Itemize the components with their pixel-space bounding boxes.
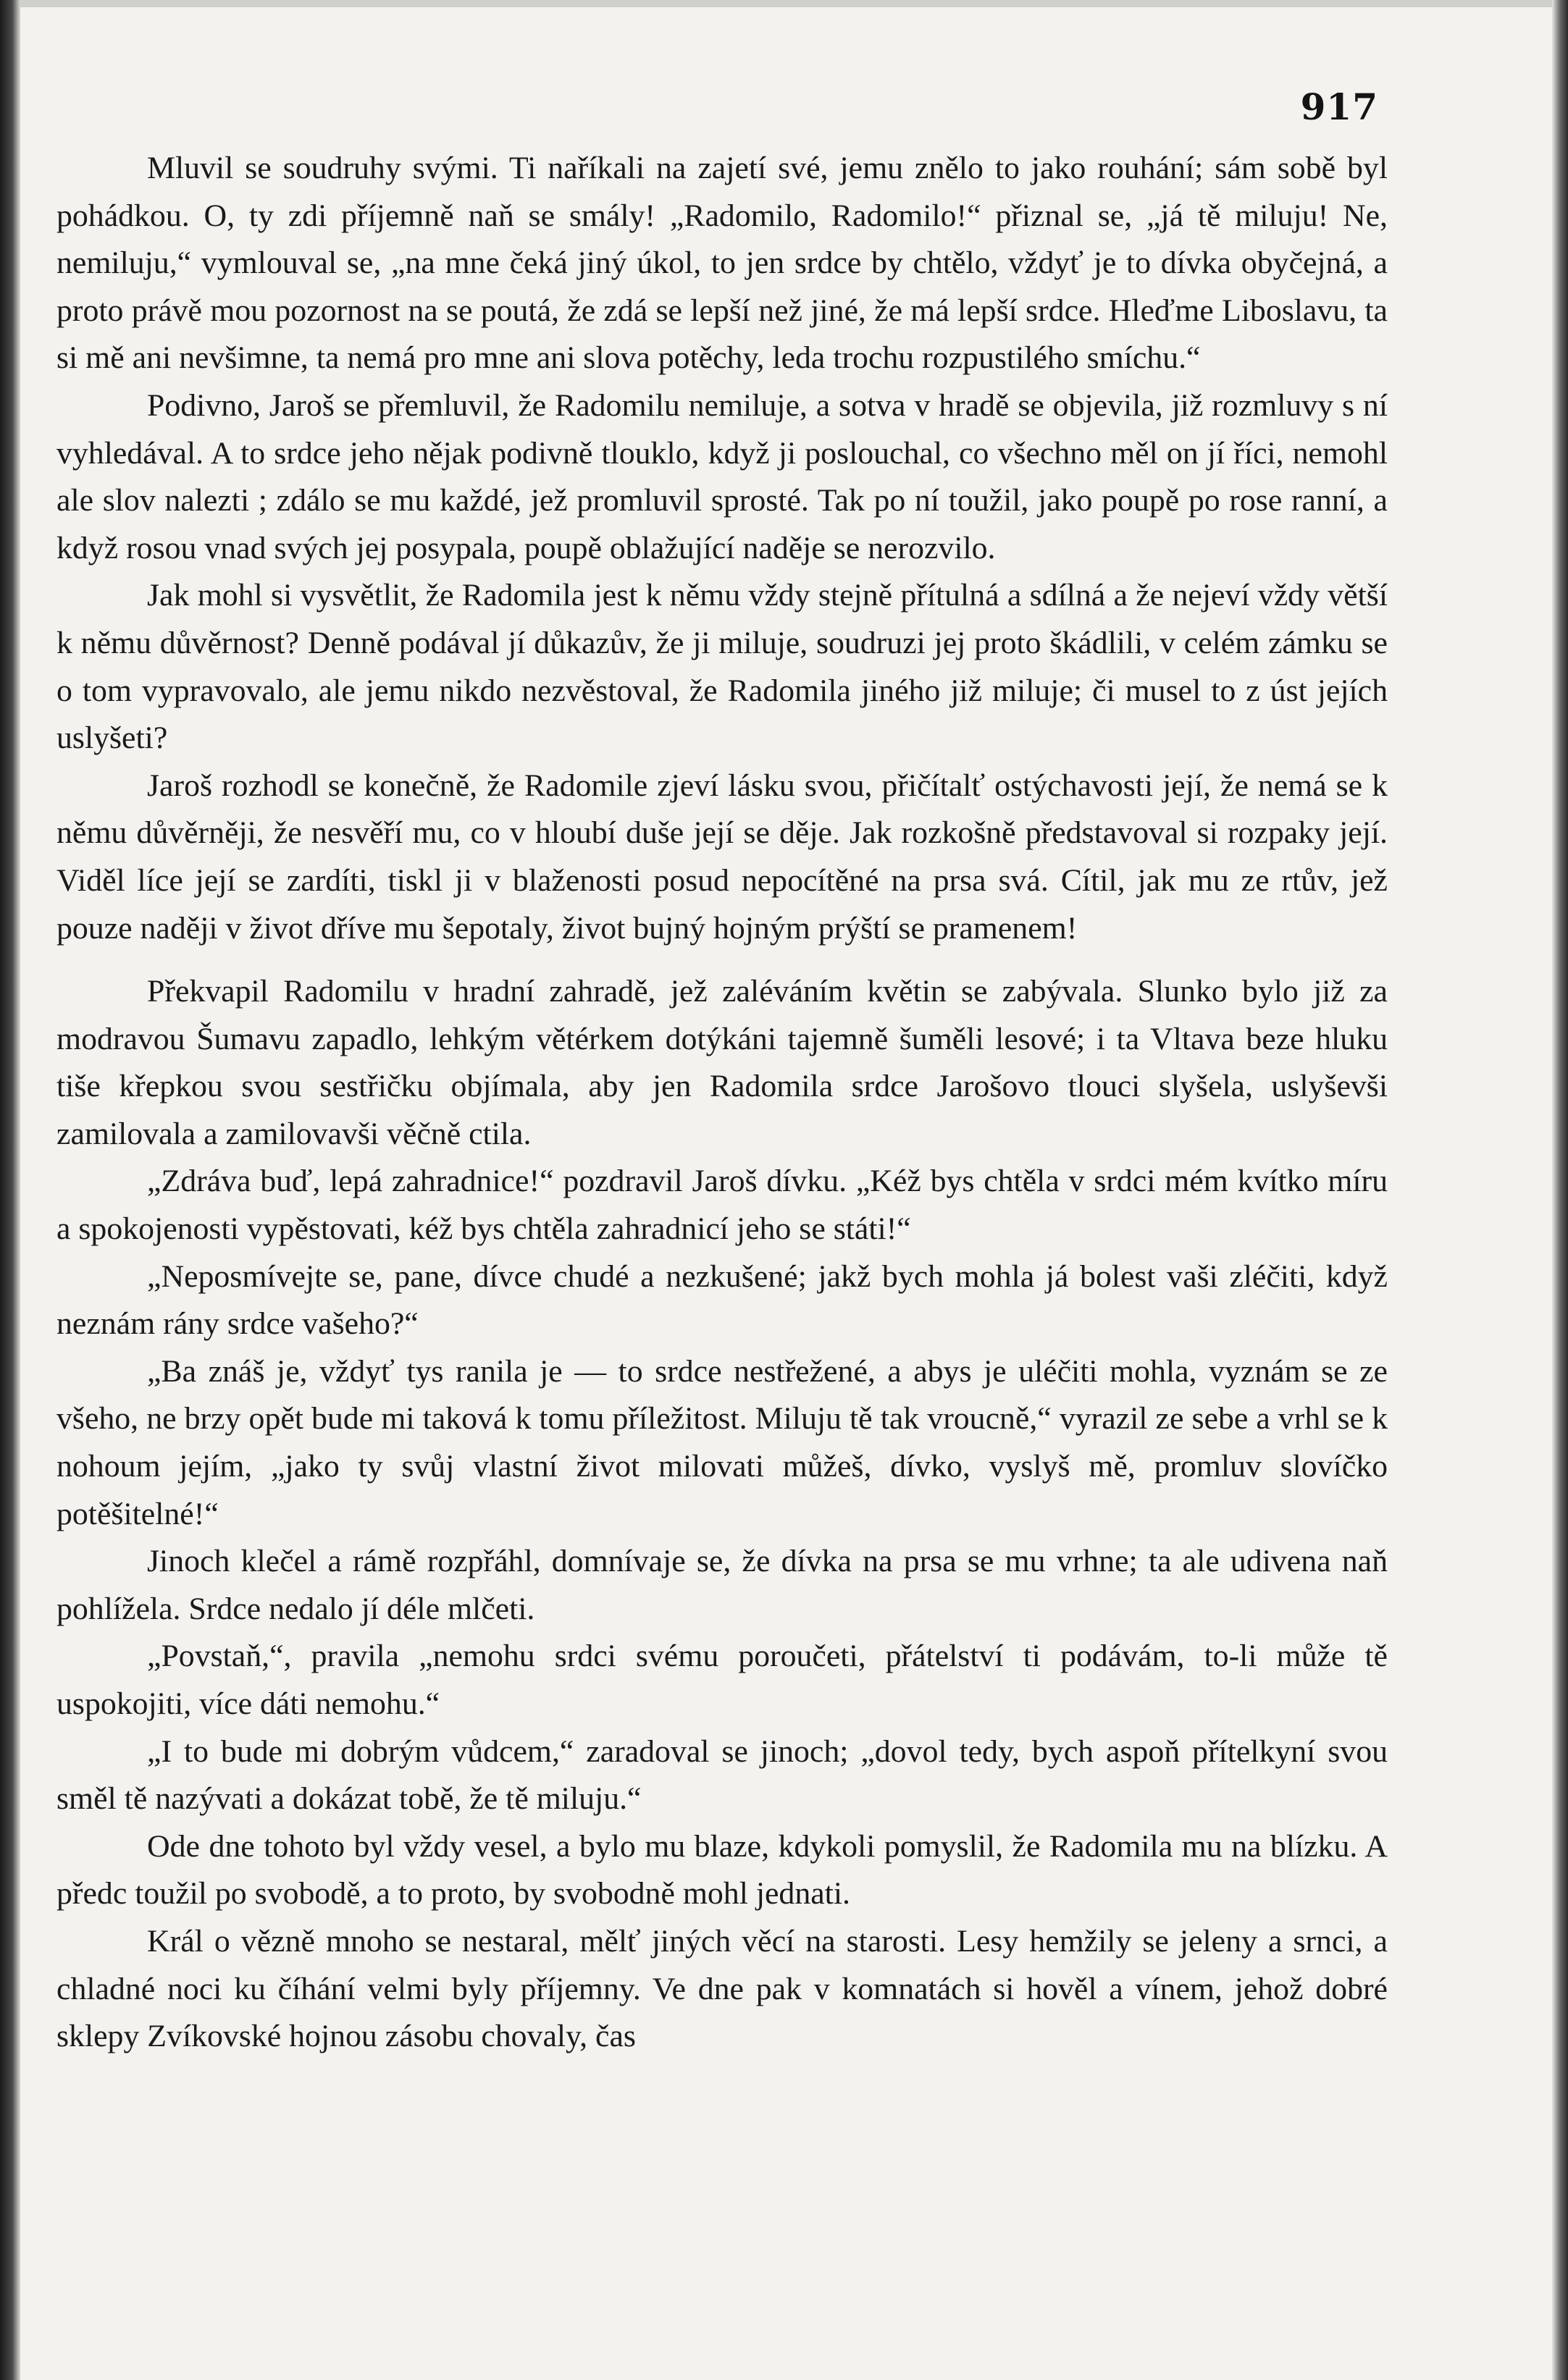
paragraph-8: „Ba znáš je, vždyť tys ranila je — to srdce nestřežené, a abys je uléčiti mohla, vyznám se ze všeho, ne brzy opět bude mi taková k tomu příležitost. Miluju tě tak vroucně,“ vyrazil ze sebe a vrhl se k nohoum jejím, „jako ty svůj vlastní život milovati můžeš, dívko, vyslyš mě, promluv slovíčko potěšitelné!“	[56, 1353, 1388, 1531]
paragraph-13: Král o vězně mnoho se nestaral, mělť jiných věcí na starosti. Lesy hemžily se jeleny a srnci, a chladné noci ku číhání velmi byly příjemny. Ve dne pak v komnatách si hověl a vínem, jehož dobré sklepy Zvíkovské hojnou zásobu chovaly, čas	[56, 1923, 1388, 2054]
paragraph-10: „Povstaň,“, pravila „nemohu srdci svému poroučeti, přátelství ti podávám, to-li může tě uspokojiti, více dáti nemohu.“	[56, 1639, 1388, 1721]
scan-left-border	[0, 0, 20, 2380]
page-number: 917	[1300, 85, 1378, 128]
paragraph-1: Mluvil se soudruhy svými. Ti naříkali na zajetí své, jemu znělo to jako rouhání; sám sobě byl pohádkou. O, ty zdi příjemně naň se smály! „Radomilo, Radomilo!“ přiznal se, „já tě miluju! Ne, nemiluju,“ vymlouval se, „na mne čeká jiný úkol, to jen srdce by chtělo, vždyť je to dívka obyčejná, a proto právě mou pozornost na se poutá, že zdá se lepší než jiné, že má lepší srdce. Hleďme Liboslavu, ta si mě ani nevšimne, ta nemá pro mne ani slova potěchy, leda trochu rozpustilého smíchu.“	[56, 151, 1388, 376]
paragraph-7: „Neposmívejte se, pane, dívce chudé a nezkušené; jakž bych mohla já bolest vaši zléčiti, když neznám rány srdce vašeho?“	[56, 1258, 1388, 1342]
paragraph-9: Jinoch klečel a rámě rozpřáhl, domnívaje se, že dívka na prsa se mu vrhne; ta ale udivena naň pohlížela. Srdce nedalo jí déle mlčeti.	[56, 1544, 1388, 1626]
paragraph-2: Podivno, Jaroš se přemluvil, že Radomilu nemiluje, a sotva v hradě se objevila, již rozmluvy s ní vyhledával. A to srdce jeho nějak podivně tlouklo, když ji poslouchal, co všechno měl on jí říci, nemohl ale slov nalezti ; zdálo se mu každé, jež promluvil sprosté. Tak po ní toužil, jako poupě po rose ranní, a když rosou vnad svých jej posypala, poupě oblažující naděje se nerozvilo.	[56, 387, 1388, 565]
paragraph-12: Ode dne tohoto byl vždy vesel, a bylo mu blaze, kdykoli pomyslil, že Radomila mu na blízku. A předc toužil po svobodě, a to proto, by svobodně mohl jednati.	[56, 1828, 1388, 1912]
body-text	[56, 145, 1388, 2061]
paragraph-5: Překvapil Radomilu v hradní zahradě, jež zaléváním květin se zabývala. Slunko bylo již za modravou Šumavu zapadlo, lehkým větérkem dotýkáni tajemně šuměli lesové; i ta Vltava beze hluku tiše křepkou svou sestřičku objímala, aby jen Radomila srdce Jarošovo tlouci slyšela, uslyševši zamilovala a zamilovavši věčně ctila.	[56, 974, 1388, 1151]
paragraph-4: Jaroš rozhodl se konečně, že Radomile zjeví lásku svou, přičítalť ostýchavosti její, že nemá se k němu důvěrněji, že nesvěří mu, co v hloubí duše její se děje. Jak rozkošně představoval si rozpaky její. Viděl líce její se zardíti, tiskl ji v blaženosti posud nepocítěné na prsa svá. Cítil, jak mu ze rtův, jež pouze naději v život dříve mu šepotaly, život bujný hojným prýští se pramenem!	[56, 768, 1388, 946]
paragraph-11: „I to bude mi dobrým vůdcem,“ zaradoval se jinoch; „dovol tedy, bych aspoň přítelkyní svou směl tě nazývati a dokázat tobě, že tě miluju.“	[56, 1733, 1388, 1817]
scan-right-border	[1552, 0, 1568, 2380]
paragraph-6: „Zdráva buď, lepá zahradnice!“ pozdravil Jaroš dívku. „Kéž bys chtěla v srdci mém kvítko míru a spokojenosti vypěstovati, kéž bys chtěla zahradnicí jeho se státi!“	[56, 1164, 1388, 1247]
paragraph-3: Jak mohl si vysvětlit, že Radomila jest k němu vždy stejně přítulná a sdílná a že nejeví vždy větší k němu důvěrnost? Denně podával jí důkazův, že ji miluje, soudruzi jej proto škádlili, v celém zámku se o tom vypravovalo, ale jemu nikdo nezvěstoval, že Radomila jiného již miluje; či musel to z úst jejích uslyšeti?	[56, 578, 1388, 756]
scan-top-border	[0, 0, 1568, 7]
